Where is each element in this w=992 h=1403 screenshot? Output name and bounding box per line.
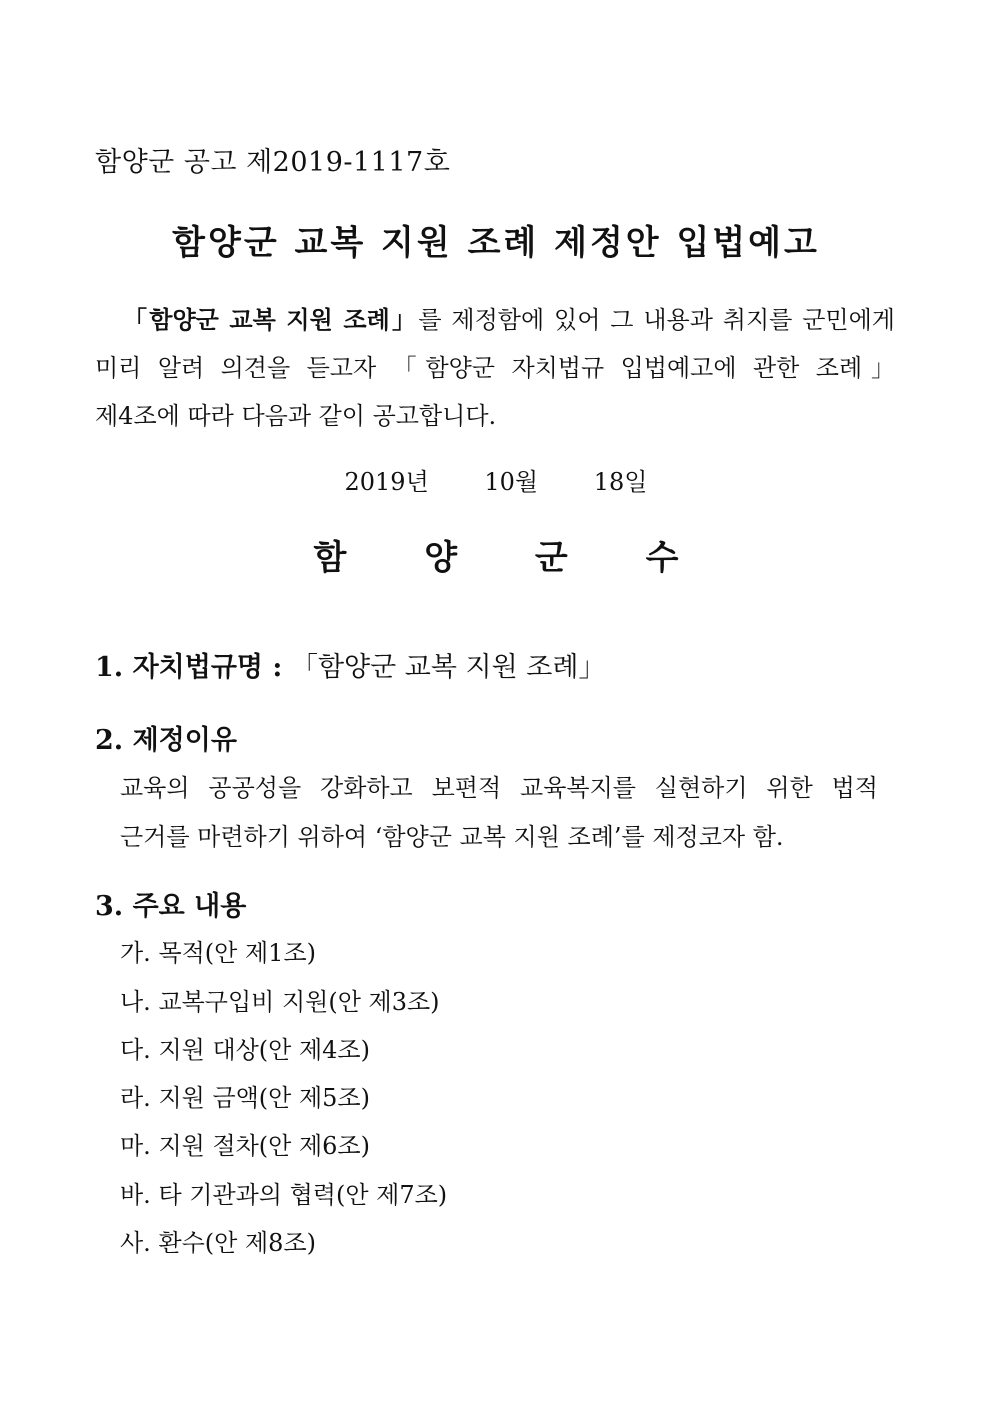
issuer-name <box>0 530 992 579</box>
list-item: 다. 지원 대상(안 제4조) <box>120 1036 370 1064</box>
notice-date <box>0 462 992 497</box>
date-year: 2019년 <box>344 468 429 496</box>
intro-line-2: 미리 알려 의견을 듣고자 「함양군 자치법규 입법예고에 관한 조례」 <box>95 354 895 382</box>
section-1-heading: 1. 자치법규명 : <box>95 652 283 683</box>
document-title: 함양군 교복 지원 조례 제정안 입법예고 <box>172 223 820 263</box>
intro-line-1-rest: 를 제정함에 있어 그 내용과 취지를 군민에게 <box>418 306 895 334</box>
list-item: 사. 환수(안 제8조) <box>120 1229 316 1257</box>
list-item: 가. 목적(안 제1조) <box>120 939 316 967</box>
section-3-heading <box>95 884 246 923</box>
section-1 <box>95 645 605 684</box>
section-2-heading <box>95 718 237 757</box>
notice-number: 함양군 공고 제2019-1117호 <box>95 147 451 178</box>
list-item: 나. 교복구입비 지원(안 제3조) <box>120 988 440 1016</box>
ordinance-name: 「함양군 교복 지원 조례」 <box>123 305 419 334</box>
intro-line-1 <box>95 296 895 344</box>
date-month: 10월 <box>484 468 539 496</box>
intro-line-3: 제4조에 따라 다음과 같이 공고합니다. <box>95 402 497 430</box>
section-3-heading-text: 3. 주요 내용 <box>95 891 247 922</box>
reason-line-1: 교육의 공공성을 강화하고 보편적 교육복지를 실현하기 위한 법적 <box>120 774 878 802</box>
section-2-heading-text: 2. 제정이유 <box>95 725 237 756</box>
issuer-char: 양 <box>424 538 458 578</box>
list-item: 라. 지원 금액(안 제5조) <box>120 1084 370 1112</box>
issuer-char: 수 <box>645 538 679 578</box>
list-item: 바. 타 기관과의 협력(안 제7조) <box>120 1181 448 1209</box>
reason-line-2: 근거를 마련하기 위하여 ‘함양군 교복 지원 조례’를 제정코자 함. <box>120 823 784 851</box>
date-day: 18일 <box>593 468 648 496</box>
issuer-char: 함 <box>313 538 347 578</box>
intro-paragraph <box>95 296 895 440</box>
list-item: 마. 지원 절차(안 제6조) <box>120 1132 370 1160</box>
issuer-char: 군 <box>534 538 568 578</box>
section-1-value: 「함양군 교복 지원 조례」 <box>282 652 606 683</box>
